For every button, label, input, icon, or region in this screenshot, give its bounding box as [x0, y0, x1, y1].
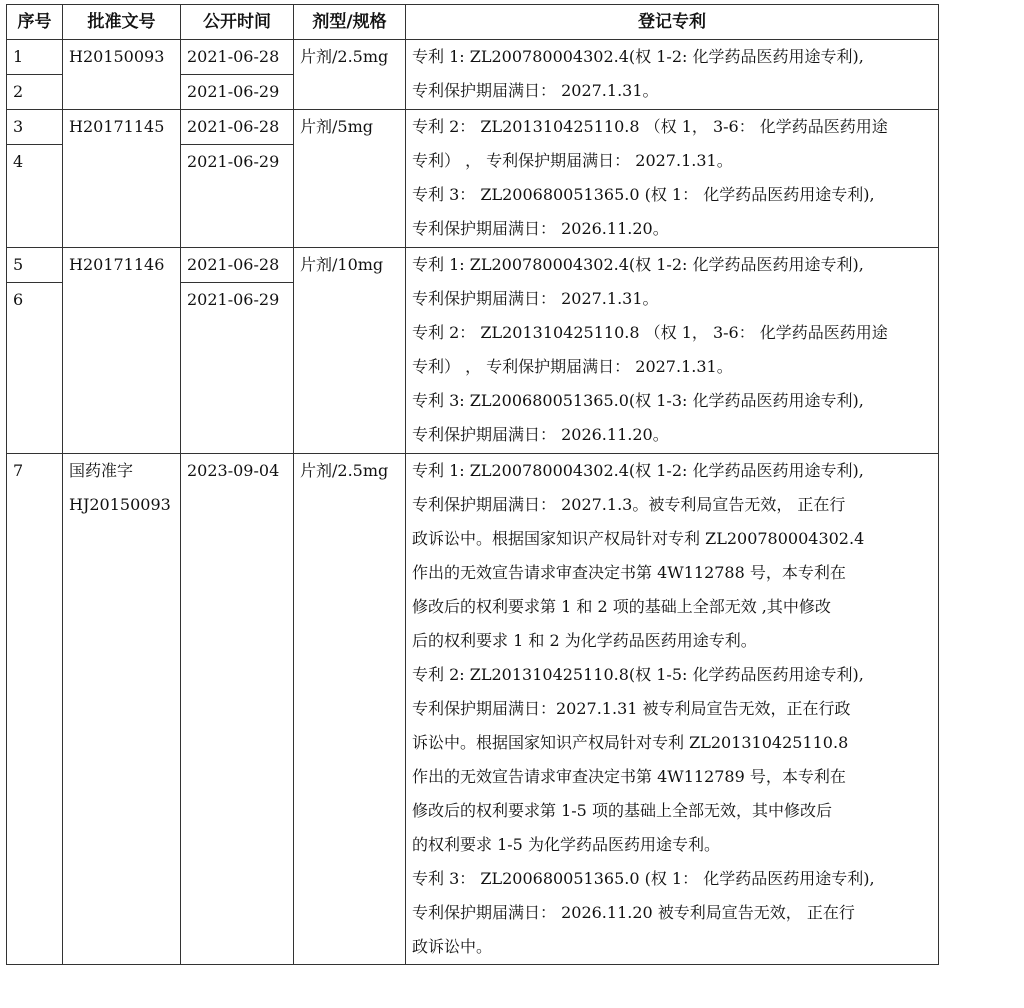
- cell-index: 4: [7, 145, 63, 248]
- patent-line: 专利 1: ZL200780004302.4(权 1-2: 化学药品医药用途专利),: [412, 47, 864, 66]
- cell-patents: [406, 40, 939, 110]
- cell-date: 2021-06-29: [181, 283, 294, 454]
- cell-index: 3: [7, 110, 63, 145]
- header-form-spec: 剂型/规格: [294, 5, 406, 40]
- table-row: [7, 248, 939, 283]
- patent-line: 专利保护期届满日： 2027.1.31。: [412, 289, 659, 308]
- patent-line: 作出的无效宣告请求审查决定书第 4W112789 号，本专利在: [412, 767, 846, 786]
- cell-form-spec: 片剂/5mg: [294, 110, 406, 248]
- patent-line: 诉讼中。根据国家知识产权局针对专利 ZL201310425110.8: [412, 733, 849, 752]
- cell-index: 5: [7, 248, 63, 283]
- patent-line: 专利保护期届满日： 2027.1.3。被专利局宣告无效， 正在行: [412, 495, 846, 514]
- cell-date: 2021-06-28: [181, 40, 294, 75]
- patent-line: 专利） ， 专利保护期届满日： 2027.1.31。: [412, 357, 733, 376]
- patent-line: 专利保护期届满日： 2026.11.20。: [412, 219, 669, 238]
- table-row: [7, 40, 939, 75]
- patent-registration-table: [6, 4, 939, 965]
- patent-line: 专利 2: ZL201310425110.8(权 1-5: 化学药品医药用途专利),: [412, 665, 864, 684]
- patent-line: 专利 1: ZL200780004302.4(权 1-2: 化学药品医药用途专利),: [412, 461, 864, 480]
- cell-index: 6: [7, 283, 63, 454]
- cell-date: 2021-06-28: [181, 248, 294, 283]
- cell-date: 2021-06-29: [181, 145, 294, 248]
- patent-line: 专利保护期届满日：2027.1.31 被专利局宣告无效，正在行政: [412, 699, 851, 718]
- header-index: 序号: [7, 5, 63, 40]
- table-row: [7, 110, 939, 145]
- cell-patents: [406, 248, 939, 454]
- patent-line: 专利 3: ZL200680051365.0(权 1-3: 化学药品医药用途专利),: [412, 391, 864, 410]
- cell-form-spec: 片剂/2.5mg: [294, 454, 406, 965]
- approval-no-text: 国药准字: [69, 461, 134, 480]
- patent-line: 专利 1: ZL200780004302.4(权 1-2: 化学药品医药用途专利),: [412, 255, 864, 274]
- cell-approval-no: [63, 40, 181, 110]
- cell-patents: [406, 110, 939, 248]
- cell-date: 2021-06-28: [181, 110, 294, 145]
- cell-date: 2021-06-29: [181, 75, 294, 110]
- patent-line: 专利 3： ZL200680051365.0 (权 1： 化学药品医药用途专利),: [412, 185, 875, 204]
- patent-line: 专利 3： ZL200680051365.0 (权 1： 化学药品医药用途专利),: [412, 869, 875, 888]
- cell-form-spec: 片剂/2.5mg: [294, 40, 406, 110]
- patent-line: 专利保护期届满日： 2026.11.20 被专利局宣告无效， 正在行: [412, 903, 855, 922]
- approval-no-text: H20171146: [69, 255, 165, 274]
- patent-line: 政诉讼中。: [412, 937, 493, 956]
- cell-patents: [406, 454, 939, 965]
- patent-line: 政诉讼中。根据国家知识产权局针对专利 ZL200780004302.4: [412, 529, 865, 548]
- cell-approval-no: [63, 248, 181, 454]
- header-publish-date: 公开时间: [181, 5, 294, 40]
- cell-index: 1: [7, 40, 63, 75]
- cell-approval-no: [63, 110, 181, 248]
- patent-line: 专利保护期届满日： 2027.1.31。: [412, 81, 659, 100]
- patent-line: 的权利要求 1-5 为化学药品医药用途专利。: [412, 835, 720, 854]
- patent-line: 专利） ， 专利保护期届满日： 2027.1.31。: [412, 151, 733, 170]
- table-row: [7, 454, 939, 965]
- patent-line: 修改后的权利要求第 1 和 2 项的基础上全部无效 ,其中修改: [412, 597, 831, 616]
- patent-line: 专利 2： ZL201310425110.8 （权 1， 3-6： 化学药品医药用途: [412, 323, 888, 342]
- table-header-row: [7, 5, 939, 40]
- header-patents: 登记专利: [406, 5, 939, 40]
- cell-index: 2: [7, 75, 63, 110]
- patent-line: 作出的无效宣告请求审查决定书第 4W112788 号，本专利在: [412, 563, 846, 582]
- cell-index: 7: [7, 454, 63, 965]
- approval-no-text: HJ20150093: [69, 495, 171, 514]
- approval-no-text: H20150093: [69, 47, 165, 66]
- header-approval-no: 批准文号: [63, 5, 181, 40]
- cell-date: 2023-09-04: [181, 454, 294, 965]
- patent-line: 专利保护期届满日： 2026.11.20。: [412, 425, 669, 444]
- patent-line: 修改后的权利要求第 1-5 项的基础上全部无效，其中修改后: [412, 801, 832, 820]
- patent-line: 专利 2： ZL201310425110.8 （权 1， 3-6： 化学药品医药用途: [412, 117, 888, 136]
- patent-line: 后的权利要求 1 和 2 为化学药品医药用途专利。: [412, 631, 757, 650]
- approval-no-text: H20171145: [69, 117, 165, 136]
- cell-form-spec: 片剂/10mg: [294, 248, 406, 454]
- cell-approval-no: [63, 454, 181, 965]
